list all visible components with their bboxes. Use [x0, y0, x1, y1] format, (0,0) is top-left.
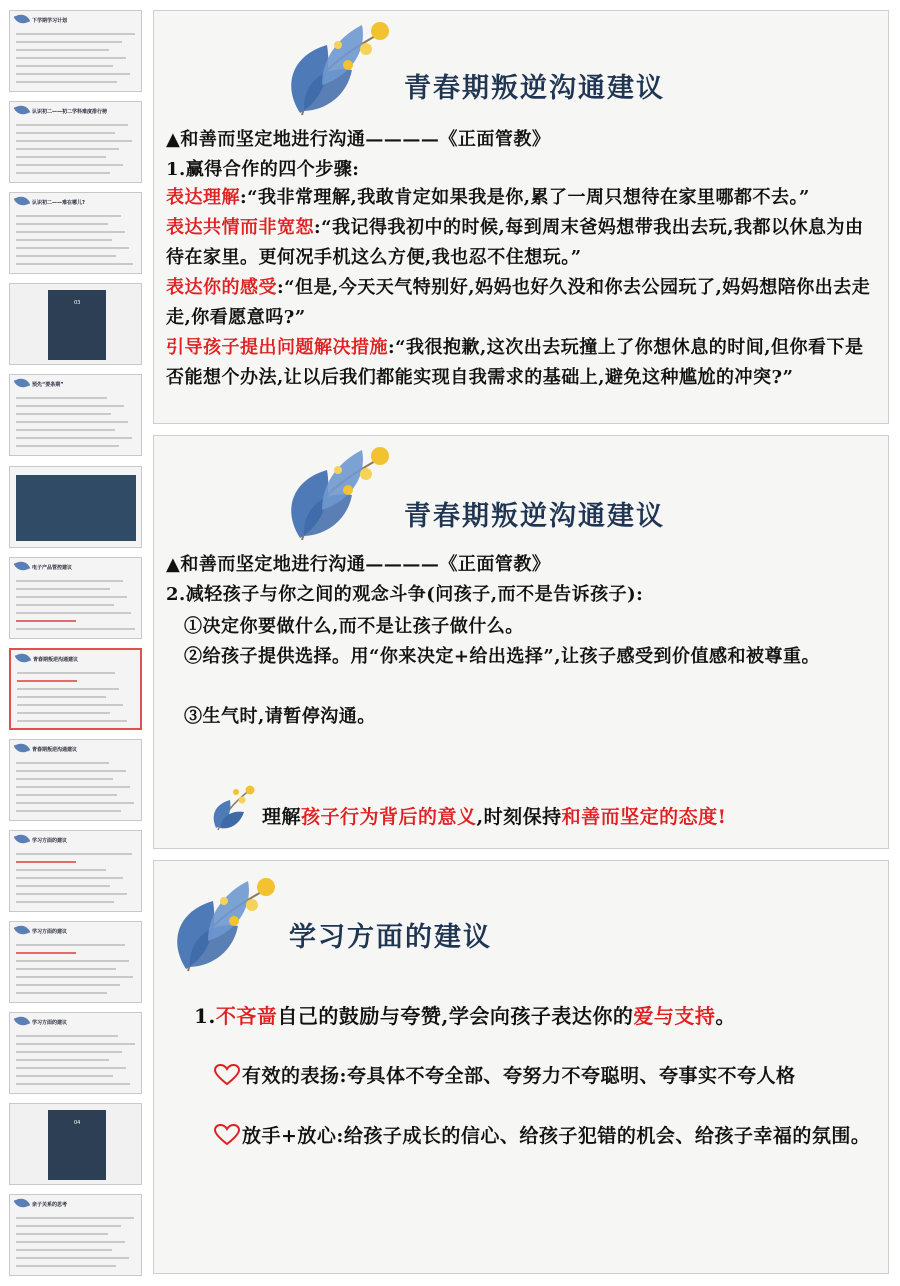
- tip-item: 放手+放心:给孩子成长的信心、给孩子犯错的机会、给孩子幸福的氛围。: [166, 1121, 878, 1151]
- slide-2[interactable]: [153, 435, 889, 849]
- step-text: :“但是,今天天气特别好,妈妈也好久没和你去公园玩了,妈妈想陪你出去走走,你看愿意吗?”: [166, 277, 871, 328]
- heart-icon: [214, 1124, 240, 1146]
- leaf-icon: [14, 12, 31, 26]
- thumbnail-title: 学习方面的建议: [32, 838, 68, 844]
- leaf-icon: [14, 1196, 31, 1210]
- heart-icon: [214, 1064, 240, 1086]
- slide-title: 青春期叛逆沟通建议: [404, 501, 665, 532]
- slide-title: 青春期叛逆沟通建议: [404, 73, 665, 104]
- thumbnail-title: 青春期叛逆沟通建议: [32, 747, 78, 753]
- thumbnail-title: 认识初二——难在哪儿?: [32, 200, 85, 206]
- thumbnail-title: 学习方面的建议: [32, 929, 68, 935]
- leaf-icon: [14, 194, 31, 208]
- point-item: ①决定你要做什么,而不是让孩子做什么。: [184, 616, 524, 637]
- thumbnail-dark-panel: [16, 475, 136, 541]
- thumbnail-title: 青春期叛逆沟通建议: [33, 657, 79, 663]
- small-flower-icon: [210, 784, 258, 834]
- leaf-icon: [14, 923, 31, 937]
- step-item: [166, 333, 878, 393]
- step-label: 表达你的感受: [166, 277, 277, 298]
- leaf-icon: [14, 376, 31, 390]
- slide-thumbnail[interactable]: [9, 1194, 142, 1276]
- thumbnail-title: 认识初二——初二学科难度排行榜: [32, 109, 108, 115]
- leaf-flower-decoration: [282, 15, 402, 125]
- slide-thumbnail[interactable]: [9, 101, 142, 183]
- slide-thumbnail[interactable]: [9, 466, 142, 548]
- thumbnail-title: 亲子关系的思考: [32, 1202, 68, 1208]
- slide-thumbnail[interactable]: [9, 648, 142, 730]
- slide-thumbnail[interactable]: [9, 283, 142, 365]
- slide-footer-note: 理解孩子行为背后的意义,时刻保持和善而坚定的态度!: [262, 806, 727, 828]
- slide-subheading: 2.减轻孩子与你之间的观念斗争(问孩子,而不是告诉孩子):: [166, 584, 644, 605]
- slide-heading: ▲和善而坚定地进行沟通————《正面管教》: [166, 129, 551, 150]
- section-cover: [48, 290, 106, 360]
- step-text: :“我记得我初中的时候,每到周末爸妈想带我出去玩,我都以休息为由待在家里。更何况手机这么方便,我也忍不住想玩。”: [166, 217, 864, 268]
- step-item: [166, 273, 878, 333]
- step-text: :“我非常理解,我敢肯定如果我是你,累了一周只想待在家里哪都不去。”: [240, 187, 810, 208]
- slide-1[interactable]: [153, 10, 889, 424]
- thumbnail-title: 下学期学习计划: [32, 18, 68, 24]
- leaf-icon: [14, 559, 31, 573]
- step-text: :“我很抱歉,这次出去玩撞上了你想休息的时间,但你看下是否能想个办法,让以后我们都能实现自我需求的基础上,避免这种尴尬的冲突?”: [166, 337, 864, 388]
- step-label: 表达共情而非宽恕: [166, 217, 314, 238]
- slide-thumbnail[interactable]: [9, 1103, 142, 1185]
- thumbnail-title: 学习方面的建议: [32, 1020, 68, 1026]
- slide-subheading: 1.赢得合作的四个步骤:: [166, 159, 360, 180]
- slide-3[interactable]: [153, 860, 889, 1274]
- slide-thumbnail[interactable]: [9, 374, 142, 456]
- slide-thumbnail[interactable]: [9, 739, 142, 821]
- leaf-icon: [14, 103, 31, 117]
- thumbnail-title: 电子产品管控建议: [32, 565, 73, 571]
- section-cover: [48, 1110, 106, 1180]
- leaf-icon: [14, 832, 31, 846]
- slide-title: 学习方面的建议: [289, 922, 492, 953]
- leaf-icon: [14, 741, 31, 755]
- leaf-icon: [15, 651, 32, 665]
- thumbnail-title: 04: [74, 1120, 81, 1126]
- step-item: [166, 183, 878, 213]
- slide-thumbnail[interactable]: [9, 830, 142, 912]
- slide-point: 1.不吝啬自己的鼓励与夸赞,学会向孩子表达你的爱与支持。: [194, 1004, 736, 1028]
- thumbnail-title: 预先“要条期”: [32, 382, 64, 388]
- slide-thumbnail[interactable]: [9, 10, 142, 92]
- thumbnail-title: 03: [74, 300, 81, 306]
- slide-thumbnail[interactable]: [9, 1012, 142, 1094]
- slide-heading: ▲和善而坚定地进行沟通————《正面管教》: [166, 554, 551, 575]
- point-item: ②给孩子提供选择。用“你来决定+给出选择”,让孩子感受到价值感和被尊重。: [184, 646, 821, 667]
- slide-thumbnail[interactable]: [9, 557, 142, 639]
- slide-thumbnail-panel: [0, 0, 148, 1286]
- point-item: ③生气时,请暂停沟通。: [184, 706, 376, 727]
- step-label: 引导孩子提出问题解决措施: [166, 337, 388, 358]
- leaf-icon: [14, 1014, 31, 1028]
- step-item: [166, 213, 878, 273]
- slide-thumbnail[interactable]: [9, 192, 142, 274]
- step-label: 表达理解: [166, 187, 240, 208]
- tip-item: 有效的表扬:夸具体不夸全部、夸努力不夸聪明、夸事实不夸人格: [166, 1061, 878, 1091]
- slide-thumbnail[interactable]: [9, 921, 142, 1003]
- leaf-flower-decoration: [168, 871, 288, 981]
- leaf-flower-decoration: [282, 440, 402, 550]
